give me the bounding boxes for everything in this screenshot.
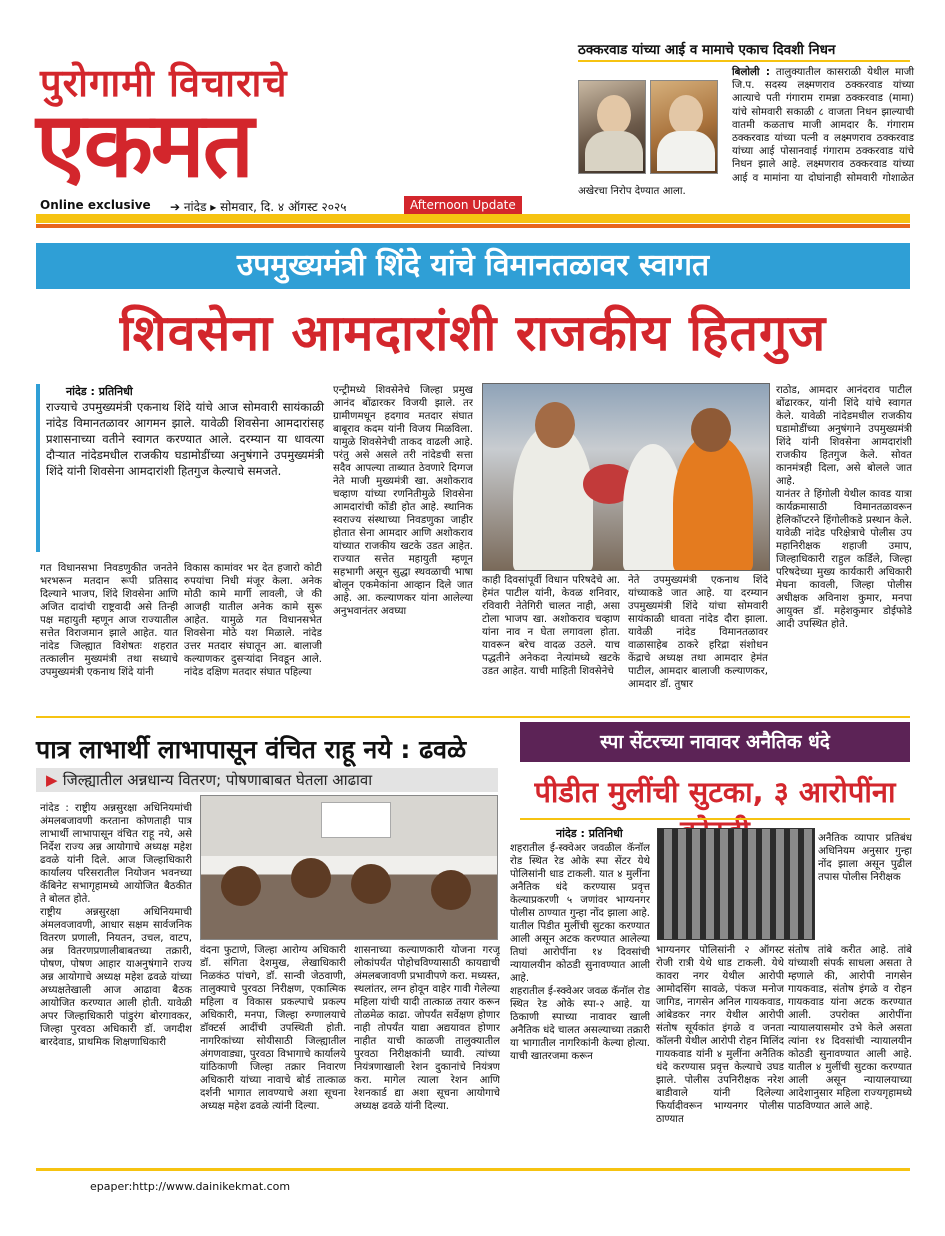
story-two-headline: पात्र लाभार्थी लाभापासून वंचित राहू नये : ढवळे: [36, 735, 467, 764]
story-three-col3a-text: अनैतिक व्यापार प्रतिबंध अधिनियम अनुसार गुन्हा नोंद झाला असून पुढील तपास पोलीस निरीक्षक: [818, 833, 912, 883]
edition-badge: Afternoon Update: [404, 196, 522, 214]
meeting-photo: [200, 795, 498, 940]
masthead-tagline: पुरोगामी विचाराचे: [40, 60, 288, 105]
side-story-text: [578, 66, 914, 198]
main-col1-text: गत विधानसभा निवडणुकीत जनतेने भरभरून मतदान रूपी प्रतिसाद दिल्याने भाजप, शिंदे शिवसेना आणि अजित दादांची राष्ट्रवादी असे तिन्ही पक्ष महायुती म्हणून आज राज्यातील सत्तेत विराजमान झाले आहेत. यात नांदेड जिल्ह्यात विशेषतः शहरात तत्कालीन मुख्यमंत्री तथा सध्याचे उपमुख्यमंत्री एकनाथ शिंदे यांनी: [40, 563, 178, 678]
story-two-column-1: [40, 802, 192, 1162]
main-col6-text: राठोड, आमदार आनंदराव पाटील बोंढारकर, यांनी शिंदे यांचे स्वागत केले. यावेळी नांदेडमधील राजकीय घडामोडींच्या अनुषंगाने उपमुख्यमंत्री शिंदे यांनी शिवसेना आमदारांशी राजकीय हितगुज केले. सोवत कानमंत्रही दिला, असे बोलले जात आहे. यानंतर ते हिंगोली येथील कावड यात्रा कार्यक्रमासाठी विमानतळावरून हेलिकॉप्टरने हिंगोलीकडे प्रस्थान केले. यावेळी नांदेड परिक्षेत्राचे पोलीस उप महानिरीक्षक शहाजी उमाप, जिल्हाधिकारी राहुल कर्डिले, जिल्हा परिषदेच्या मुख्य कार्यकारी अधिकारी मेघना कावली, जिल्हा पोलीस अधीक्षक अविनाश कुमार, मनपा आयुक्त डॉ. महेशकुमार डोईफोडे आदी उपस्थित होते.: [776, 385, 912, 630]
section-divider: [36, 716, 910, 718]
side-photos: [578, 80, 726, 176]
story-three-col1-text: शहरातील ई-स्क्वेअर जवळील कॅनॉल रोड स्थित रेड ओके स्पा सेंटर येथे पोलिसांनी धाड टाकली. यात ४ मुलींना अनैतिक धंदे करण्यास प्रवृत्त केल्याप्रकरणी ५ जणांवर भाग्यनगर पोलीस ठाण्यात गुन्हा नोंद झाला आहे. यातील पिडीत मुलींची सुटका करण्यात आली असून अटक करण्यात आलेल्या तिघां आरोपींना १४ दिवसांची न्यायालयीन कोठडी सुनावण्यात आली आहे. शहरातील ई-स्क्वेअर जवळ कॅनॉल रोड स्थित रेड ओके स्पा-२ आहे. या ठिकाणी स्पाच्या नावावर खाली अनैतिक धंदे चालत असल्याच्या तक्रारी या भागातील नागरिकांनी केल्या होत्या. याची खातरजमा करून: [510, 843, 650, 1062]
masthead-logo: एकमत: [36, 92, 253, 198]
portrait-man-photo: [650, 80, 718, 174]
main-col4-text: काही दिवसांपूर्वी विधान परिषदेचे आ. हेमंत पाटील यांनी, केवळ शनिवार, रविवारी नेतेगिरी चालत नाही, असा टोला भाजप खा. अशोकराव चव्हाण यांना नाव न घेता लगावला होता. यावरून बरेच वादळ उठले. याच पद्धतीने अनेकदा नेत्यांमध्ये खटके उडत आहेत. याची माहिती शिवसेनेचे: [482, 575, 620, 677]
main-column-5: [628, 574, 768, 714]
epaper-link[interactable]: epaper:http://www.dainikekmat.com: [90, 1180, 291, 1193]
dateline: ➔ नांदेड ▸ सोमवार, दि. ४ ऑगस्ट २०२५: [170, 200, 347, 214]
story-three-byline: नांदेड : प्रतिनिधी: [556, 827, 623, 840]
story-two-column-3: [354, 944, 500, 1162]
story-three-column-3b: [788, 944, 912, 1162]
side-story-place: बिलोली :: [732, 67, 770, 78]
masthead-rule: [36, 214, 910, 223]
main-column-2: [184, 562, 322, 712]
main-col2-text: विकास कामांवर भर देत हजारो कोटी रुपयांचा निधी मंजूर केला. अनेक मोठी कामे मार्गी लावली, जे की आजही यातील अनेक कामे सुरू आहेत. यामुळे गत विधानसभेत शिवसेना मोठे यश मिळाले. नांदेड उत्तर मतदार संघातून आ. बालाजी कल्याणकर दुसऱ्यांदा निवडून आले. नांदेड दक्षिण मतदार संघात पहिल्या: [184, 563, 322, 678]
footer-rule: [36, 1168, 910, 1171]
arrow-icon: ▶: [46, 771, 63, 789]
story-three-band: स्पा सेंटरच्या नावावर अनैतिक धंदे: [520, 722, 910, 762]
airport-welcome-photo: [482, 383, 770, 571]
online-label: Online exclusive: [40, 198, 151, 212]
story-two-column-2: [200, 944, 346, 1162]
main-headline: शिवसेना आमदारांशी राजकीय हितगुज: [119, 304, 827, 362]
side-story-title: ठक्करवाड यांच्या आई व मामाचे एकाच दिवशी निधन: [578, 42, 836, 58]
story-two-subhead: [36, 768, 498, 792]
main-intro: [36, 384, 324, 552]
story-three-col3b-text: संतोष तांबे करीत आहे. तांबे यांच्याशी संपर्क साधला असता ते म्हणाले की, आरोपी नागसेन गायकवाड, संतोष इंगळे व रोहन गायकवाड यांना अटक करण्यात आली. उपरोक्त आरोपींना न्यायालयासमोर उभे केले असता त्यांना १४ दिवसांची न्यायालयीन कोठडी सुनावण्यात आली आहे. यातील ४ मुलींची सुटका करण्यात आली असून न्यायालयाच्या आदेशानुसार महिला राज्यगृहामध्ये पाठविण्यात आले आहे.: [788, 945, 912, 1112]
story-three-column-1: [510, 842, 650, 1162]
main-column-4: [482, 574, 620, 714]
prison-bars-photo: [657, 828, 815, 940]
story-two-subhead-text: जिल्ह्यातील अन्नधान्य वितरण; पोषणाबाबत घेतला आढावा: [62, 771, 373, 789]
story-two-col2-text: वंदना फुटाणे, जिल्हा आरोग्य अधिकारी डॉ. संगिता देशमुख, लेखाधिकारी निळकंठ पांचगे, डॉ. सान्वी जेठवाणी, तालुक्याचे पुरवठा निरीक्षण, एकात्मिक महिला व विकास प्रकल्पाचे प्रकल्प अधिकारी, मनपा, जिल्हा रुग्णालयाचे डॉक्टर्स आदींची उपस्थिती होती. नागरिकांच्या सोयीसाठी जिल्ह्यातील अंगणवाड्या, पुरवठा विभागाचे कार्यालये यांठिकाणी जिल्हा तक्रार निवारण अधिकारी यांच्या नावाचे बोर्ड तात्काळ दर्शनी भागात लावण्याचे अशा सूचना अध्यक्ष महेश ढवळे त्यांनी दिल्या.: [200, 945, 346, 1112]
story-two-col3-text: शासनाच्या कल्याणकारी योजना गरजू लोकांपर्यंत पोहोचविण्यासाठी कायद्याची अंमलबजावणी प्रभावीपणे करा. मध्यस्त, स्थलांतर, लग्न होवून वाहेर गावी गेलेल्या महिला यांची यादी तात्काळ तयार करून तोळमेळ काढा. जोपर्यंत सर्वेक्षण होणार नाही तोपर्यंत याद्या अद्ययावत होणार नाहीत याची काळजी तालुक्यातील पुरवठा निरीक्षकांनी घ्यावी. त्यांच्या नियंत्रणाखाली रेशन दुकानांचे नियंत्रण करा. मागेल त्याला रेशन आणि रेशनकार्ड द्या अशा सूचना आयोगाचे अध्यक्ष ढवळे यांनी दिल्या.: [354, 945, 500, 1112]
main-column-6: [776, 384, 912, 714]
story-three-headline: पीडीत मुलींची सुटका, ३ आरोपींना: [534, 775, 896, 809]
main-column-3: [333, 384, 473, 712]
main-byline: नांदेड : प्रतिनिधी: [66, 385, 133, 398]
main-lede: राज्याचे उपमुख्यमंत्री एकनाथ शिंदे यांचे आज सोमवारी सायंकाळी नांदेड विमानतळावर आगमन झाले. यावेळी शिवसेना आमदारांसह प्रशासनाच्या वतीने स्वागत करण्यात आले. दरम्यान या धावत्या दौऱ्यात नांदेडमधील राजकीय घडामोडींच्या अनुषंगाने उपमुख्यमंत्री शिंदे यांनी शिवसेना आमदारांशी हितगुज केल्याचे समजते.: [46, 400, 324, 478]
side-divider: [578, 60, 910, 62]
side-story-body: तालुक्यातील कासराळी येथील माजी जि.प. सदस्य लक्ष्मणराव ठक्करवाड यांच्या आत्याचे पती गंगाराम रामन्ना ठक्करवाड (मामा) यांचे सोमवारी सकाळी ८ वाजता निधन झाल्याची वातमी कळताच माजी आमदार कै. गंगाराम ठक्करवाड यांच्या पत्नी व लक्ष्मणराव ठक्करवाड यांच्या आई पोसानवाई गंगाराम ठक्करवाड यांचे निधन झाले आहे. लक्ष्मणराव ठक्करवाड यांच्या आई व मामांना या दोघांनाही सोमवारी गोशाळेत अखेरचा निरोप देण्यात आला.: [578, 67, 915, 197]
story-three-divider: [520, 818, 910, 820]
story-three-column-2: [656, 944, 784, 1162]
story-two-col1-text: नांदेड : राष्ट्रीय अन्नसुरक्षा अधिनियमांची अंमलबजावणी करताना कोणताही पात्र लाभार्थी लाभापासून वंचित राहू नये, असे निर्देश राज्य अन्न आयोगाचे अध्यक्ष महेश ढवळे यांनी दिले. आज जिल्हाधिकारी कार्यालय परिसरातील नियोजन भवनच्या कॅबिनेट सभागृहामध्ये आयोजित बैठकीत ते बोलत होते. राष्ट्रीय अन्नसुरक्षा अधिनियमाची अंमलवजावणी, आधार सक्षम सार्वजनिक वितरण प्रणाली, नियतन, उचल, वाटप, अन्न वितरणप्रणालीबाबतच्या तक्रारी, पोषण, पोषण आहार याअनुषंगाने राज्य अन्न आयोगाचे अध्यक्ष महेश ढवळे यांच्या अध्यक्षतेखाली आज आढावा बैठक आयोजित करण्यात आली होती. यावेळी अपर जिल्हाधिकारी पांडुरंग बोरगावकर, जिल्हा पुरवठा अधिकारी डॉ. जगदीश बारदेवाड, प्राथमिक शिक्षणाधिकारी: [40, 803, 192, 1048]
main-column-1: [40, 562, 178, 712]
main-col5-text: नेते उपमुख्यमंत्री एकनाथ शिंदे यांच्याकडे जात आहे. या दरम्यान उपमुख्यमंत्री शिंदे यांचा सोमवारी सायंकाळी धावता नांदेड दौरा झाला. यावेळी नांदेड विमानतळावर वाळासाहेब ठाकरे हरिद्रा संशोधन केंद्राचे अध्यक्ष तथा आमदार हेमंत पाटील, आमदार बालाजी कल्याणकर, आमदार डॉ. तुषार: [628, 575, 768, 690]
story-three-col2-text: भाग्यनगर पोलिसांनी २ ऑगस्ट रोजी रात्री येथे धाड टाकली. येथे कावरा नगर येथील आरोपी आमोदसिंग सावळे, पंकज मनोज जागिड, नागसेन अनिल गायकवाड, आंबेडकर नगर येथील आरोपी संतोष सूर्यकांत इंगळे व जनता कॉलनी येथील आरोपी रोहन मिलिंद गायकवाड यांनी ४ मुलींना अनैतिक धंदे करण्यास प्रवृत्त केल्याचे उघड झाले. पोलीस उपनिरीक्षक नरेश बाडीवाले यांनी दिलेल्या फिर्यादीवरून भाग्यनगर पोलीस ठाण्यात: [656, 945, 784, 1125]
main-col3-text: एन्ट्रीमध्ये शिवसेनेचे जिल्हा प्रमुख आनंद बोंढारकर विजयी झाले. तर ग्रामीणमधून हदगाव मतदार संघात बाबूराव कदम यांनी विजय मिळविला. यामुळे शिवसेनेची ताकद वाढली आहे. परंतु असे असले तरी नांदेडची सत्ता सदैव आपल्या ताब्यात ठेवणारे दिग्गज नेते माजी मुख्यमंत्री खा. अशोकराव चव्हाण यांच्या रणनितीमुळे शिवसेना आमदारांची कोंडी होत आहे. स्थानिक स्वराज्य संस्थाच्या निवडणुका जाहीर होतात सेना आमदार आणि अशोकराव यांच्यात राजकीय खटके उडत आहेत. राज्यात सत्तेत महायुती म्हणून सहभागी असून सुद्धा स्थवळाची भाषा बोलून एकमेकांना आव्हान दिले जात आहे. आ. कल्याणकर यांना आलेल्या अनुभवानंतर अवघ्या: [333, 385, 473, 617]
main-banner: उपमुख्यमंत्री शिंदे यांचे विमानतळावर स्वागत: [36, 243, 910, 289]
story-three-column-3a: [818, 832, 912, 942]
masthead-rule-accent: [36, 224, 910, 228]
portrait-woman-photo: [578, 80, 646, 174]
projector-screen: [321, 802, 391, 838]
